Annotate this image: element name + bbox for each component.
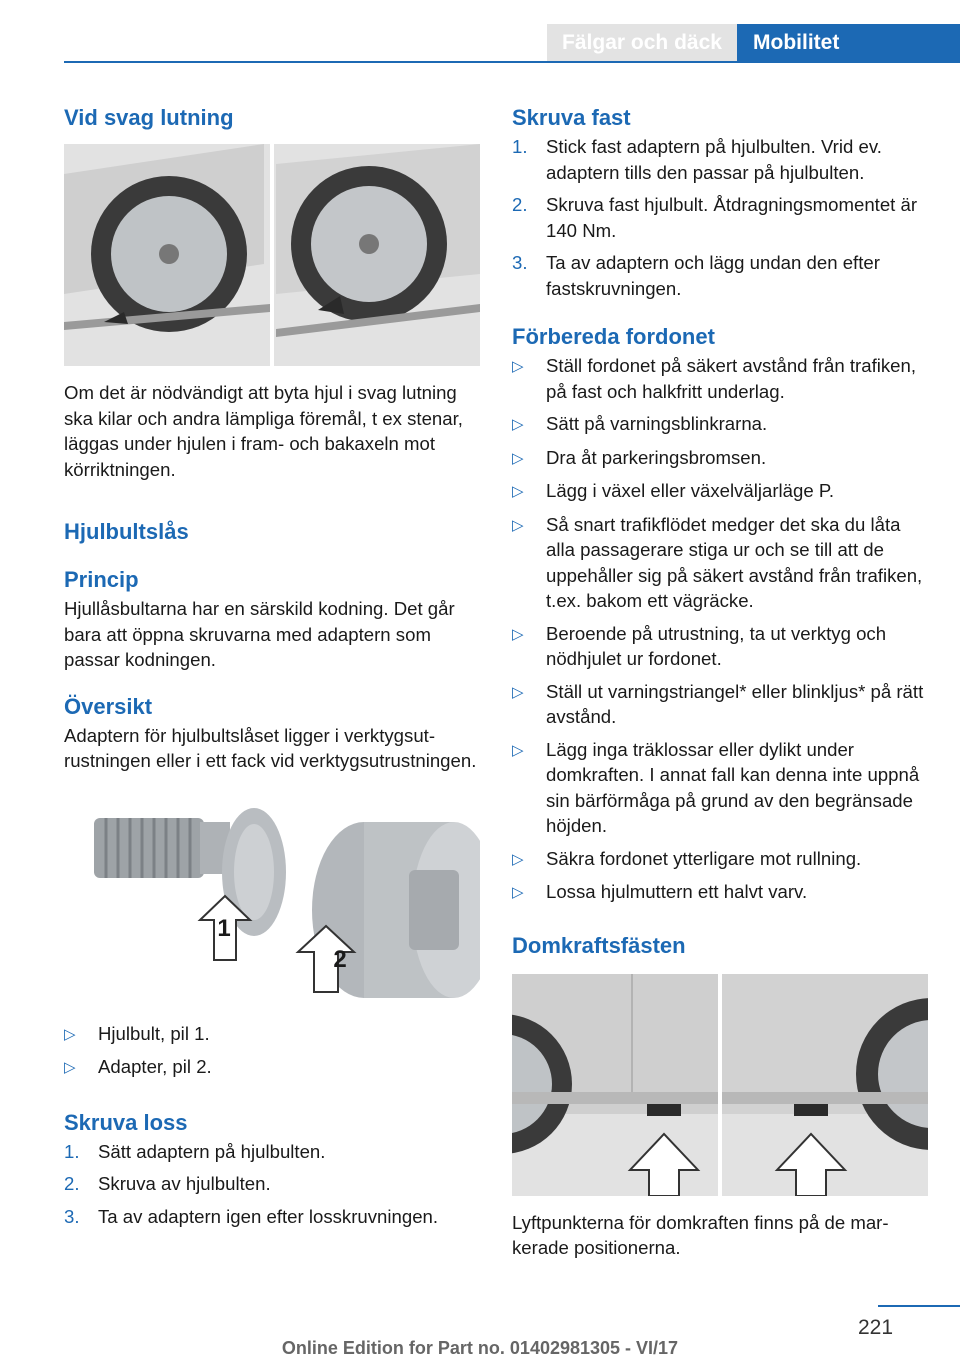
list-item: [64, 1139, 482, 1165]
step-number: 2.: [512, 194, 528, 215]
heading-slope: Vid svag lutning: [64, 105, 234, 130]
list-item: [512, 679, 930, 730]
heading-wheel-locks: Hjulbultslås: [64, 519, 189, 544]
list-item-text: Skruva fast hjulbult. Åtdragningsmomentet är 140 Nm.: [546, 194, 918, 241]
list-item: [512, 411, 930, 438]
callout-label-2: 2: [333, 945, 347, 973]
list-item: [512, 192, 930, 243]
list-item: [512, 846, 930, 873]
list-item: [512, 737, 930, 839]
list-item: [512, 879, 930, 906]
list-item-text: Lägg inga träklossar eller dylikt under domkraften. I annat fall kan denna inte uppnå sin bärförmåga på grund av den begränsade höjden.: [546, 738, 920, 836]
bullet-triangle-icon: ▷: [512, 884, 524, 901]
bullet-triangle-icon: ▷: [512, 683, 524, 701]
header-rule: [64, 61, 960, 63]
footer-rule: [878, 1305, 960, 1307]
bullet-triangle-icon: ▷: [512, 625, 524, 643]
header-section-tab: Fälgar och däck: [547, 24, 737, 62]
list-item: [512, 621, 930, 672]
bullet-triangle-icon: ▷: [512, 449, 524, 467]
jack-points-illustration: [512, 974, 928, 1196]
list-item: [64, 1171, 482, 1197]
jack-points-paragraph: Lyftpunkterna för domkraften finns på de markerade positionerna.: [512, 1211, 889, 1258]
page-number: 221: [858, 1316, 894, 1339]
slope-wheel-illustration: [64, 144, 480, 366]
list-item-text: Dra åt parkeringsbromsen.: [546, 446, 767, 468]
heading-prepare: Förbereda fordonet: [512, 324, 715, 349]
list-item-text: Ta av adaptern igen efter losskruvningen.: [98, 1205, 439, 1227]
list-item: [64, 1021, 482, 1048]
right-column: [512, 100, 930, 1261]
bullet-triangle-icon: ▷: [512, 416, 524, 433]
bullet-triangle-icon: ▷: [512, 516, 524, 534]
step-number: 2.: [64, 1173, 80, 1194]
heading-jack-points: Domkraftsfästen: [512, 932, 686, 958]
step-number: 3.: [512, 252, 528, 273]
list-item-text: Så snart trafikflödet medger det ska du låta alla passagerare stiga ur och se till att de uppehåller sig på säkert avstånd från trafiken, t.ex. bakom ett vägräcke.: [546, 513, 923, 611]
step-number: 3.: [64, 1205, 80, 1227]
bullet-triangle-icon: ▷: [512, 741, 524, 759]
jack-points-image: [512, 974, 928, 1196]
loosen-steps: [64, 1139, 482, 1230]
slope-paragraph: Om det är nödvändigt att byta hjul i svag lutning ska kilar och andra lämpliga föremål, t ex stenar, läggas under hjulen i fram- och bakaxeln mot körriktningen.: [64, 382, 463, 480]
heading-loosen: Skruva loss: [64, 1109, 188, 1135]
list-item: [512, 512, 930, 614]
bullet-triangle-icon: ▷: [64, 1025, 76, 1043]
list-item-text: Sätt på varningsblinkrarna.: [546, 413, 768, 434]
principle-paragraph: Hjullåsbultarna har en särskild kodning. Det går bara att öppna skruvarna med adaptern som passar kodningen.: [64, 598, 455, 670]
step-number: 1.: [64, 1140, 80, 1162]
bullet-triangle-icon: ▷: [512, 358, 524, 375]
bullet-triangle-icon: ▷: [64, 1059, 76, 1076]
list-item: [512, 478, 930, 505]
bolt-adapter-illustration: [64, 800, 480, 1005]
list-item: [64, 1204, 482, 1230]
list-item-text: Skruva av hjulbulten.: [98, 1173, 271, 1194]
overview-paragraph: Adaptern för hjulbultslåset ligger i verktygsutrustningen eller i ett fack vid verktygsutrustningen.: [64, 724, 477, 771]
step-number: 1.: [512, 136, 528, 157]
tighten-steps: [512, 134, 930, 301]
wheel-chock-image: [64, 144, 480, 366]
list-item: [512, 445, 930, 472]
list-item-text: Lägg i växel eller växelväljarläge P.: [546, 480, 835, 501]
prepare-steps: [512, 353, 930, 906]
bolt-adapter-image: [64, 800, 480, 1005]
list-item-text: Ta av adaptern och lägg undan den efter fastskruvningen.: [546, 252, 880, 299]
list-item-text: Adapter, pil 2.: [98, 1056, 212, 1077]
list-item: [512, 250, 930, 301]
list-item-text: Stick fast adaptern på hjulbulten. Vrid ev. adaptern tills den passar på hjulbulten.: [546, 136, 882, 183]
heading-overview: Översikt: [64, 693, 153, 719]
list-item-text: Ställ fordonet på säkert avstånd från trafiken, på fast och halkfritt underlag.: [546, 355, 917, 402]
bullet-triangle-icon: ▷: [512, 483, 524, 500]
list-item-text: Sätt adaptern på hjulbulten.: [98, 1140, 326, 1162]
list-item-text: Hjulbult, pil 1.: [98, 1022, 210, 1044]
heading-principle: Princip: [64, 567, 139, 592]
list-item-text: Lossa hjulmuttern ett halvt varv.: [546, 881, 808, 902]
list-item: [64, 1054, 482, 1081]
left-column: [64, 100, 482, 1229]
part-list: [64, 1021, 482, 1081]
list-item-text: Beroende på utrustning, ta ut verktyg och nödhjulet ur fordonet.: [546, 622, 887, 669]
heading-tighten: Skruva fast: [512, 105, 631, 130]
header-chapter-tab: Mobilitet: [737, 24, 960, 62]
list-item: [512, 353, 930, 404]
bullet-triangle-icon: ▷: [512, 850, 524, 868]
callout-label-1: 1: [217, 914, 231, 942]
list-item: [512, 134, 930, 185]
edition-note: Online Edition for Part no. 01402981305 - VI/17: [281, 1338, 679, 1358]
list-item-text: Säkra fordonet ytterligare mot rullning.: [546, 847, 862, 869]
list-item-text: Ställ ut varningstriangel* eller blinkljus* på rätt avstånd.: [546, 680, 924, 727]
